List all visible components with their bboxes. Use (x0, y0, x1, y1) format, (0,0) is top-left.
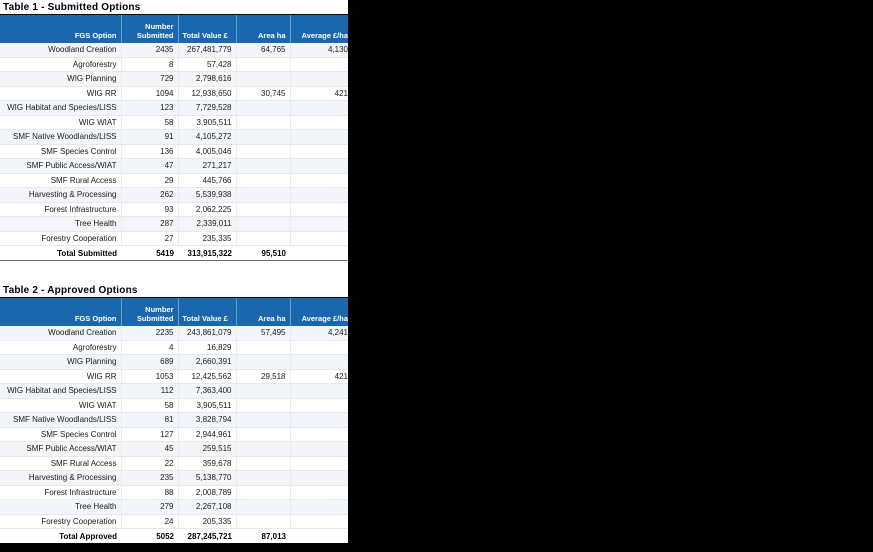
cell (290, 398, 348, 413)
cell: 91 (121, 130, 178, 145)
table-row (0, 217, 348, 232)
cell: WIG Planning (0, 72, 121, 87)
cell: 4,105,272 (178, 130, 236, 145)
cell (236, 72, 290, 87)
table-2-total (0, 529, 348, 545)
cell: 235 (121, 471, 178, 486)
cell: 259,515 (178, 442, 236, 457)
cell: 4,241 (290, 326, 348, 340)
cell: 5,138,770 (178, 471, 236, 486)
cell (236, 231, 290, 246)
cell: 3,905,511 (178, 398, 236, 413)
cell: 2235 (121, 326, 178, 340)
cell: 4,005,046 (178, 144, 236, 159)
cell: SMF Native Woodlands/LISS (0, 130, 121, 145)
cell (236, 159, 290, 174)
cell: Agroforestry (0, 340, 121, 355)
cell: 88 (121, 485, 178, 500)
total-cell: 313,915,322 (178, 246, 236, 261)
cell (290, 217, 348, 232)
cell: 57,428 (178, 57, 236, 72)
cell (290, 471, 348, 486)
table-row (0, 398, 348, 413)
table-row (0, 72, 348, 87)
cell: WIG WIAT (0, 115, 121, 130)
cell (236, 101, 290, 116)
cell (290, 413, 348, 428)
table-row (0, 86, 348, 101)
cell: 5,539,938 (178, 188, 236, 203)
cell: 22 (121, 456, 178, 471)
cell: 127 (121, 427, 178, 442)
cell: 729 (121, 72, 178, 87)
cell (290, 514, 348, 529)
cell (236, 144, 290, 159)
cell: 47 (121, 159, 178, 174)
cell (290, 485, 348, 500)
cell: 57,495 (236, 326, 290, 340)
column-header: Total Value £ (178, 15, 236, 44)
cell: 16,829 (178, 340, 236, 355)
cell: 7,363,400 (178, 384, 236, 399)
cell (236, 500, 290, 515)
cell: SMF Native Woodlands/LISS (0, 413, 121, 428)
cell: SMF Public Access/WIAT (0, 159, 121, 174)
cell: 2435 (121, 43, 178, 57)
cell: Tree Health (0, 500, 121, 515)
table-row (0, 173, 348, 188)
cell: Harvesting & Processing (0, 471, 121, 486)
cell (236, 57, 290, 72)
header-row (0, 298, 348, 327)
cell: 267,481,779 (178, 43, 236, 57)
cell: 8 (121, 57, 178, 72)
cell (236, 456, 290, 471)
table-row (0, 115, 348, 130)
cell: 12,425,562 (178, 369, 236, 384)
cell: 262 (121, 188, 178, 203)
cell (290, 202, 348, 217)
cell: WIG WIAT (0, 398, 121, 413)
table-row (0, 130, 348, 145)
cell: 2,798,616 (178, 72, 236, 87)
cell: 3,828,794 (178, 413, 236, 428)
cell: 112 (121, 384, 178, 399)
cell (290, 340, 348, 355)
cell (290, 384, 348, 399)
cell (290, 130, 348, 145)
column-header: Average £/ha (290, 298, 348, 327)
total-cell: 287,245,721 (178, 529, 236, 545)
cell: 235,335 (178, 231, 236, 246)
table-row (0, 456, 348, 471)
table-row (0, 485, 348, 500)
cell (236, 514, 290, 529)
cell: SMF Rural Access (0, 173, 121, 188)
cell (236, 188, 290, 203)
cell (290, 57, 348, 72)
cell: Tree Health (0, 217, 121, 232)
cell: 29,518 (236, 369, 290, 384)
cell: 445,766 (178, 173, 236, 188)
cell: 287 (121, 217, 178, 232)
table-row (0, 355, 348, 370)
table-row (0, 369, 348, 384)
cell (236, 130, 290, 145)
cell (236, 485, 290, 500)
cell: SMF Species Control (0, 144, 121, 159)
table-1-header (0, 15, 348, 44)
cell: Woodland Creation (0, 43, 121, 57)
cell (236, 115, 290, 130)
table-row (0, 57, 348, 72)
header-row (0, 15, 348, 44)
cell: 27 (121, 231, 178, 246)
table-2-header (0, 298, 348, 327)
cell (290, 231, 348, 246)
cell (236, 413, 290, 428)
clipped-region-bottom (0, 545, 873, 552)
cell: 421 (290, 369, 348, 384)
cell (236, 442, 290, 457)
total-cell: 95,510 (236, 246, 290, 261)
cell: Forestry Cooperation (0, 514, 121, 529)
column-header: Number Submitted (121, 15, 178, 44)
cell: 123 (121, 101, 178, 116)
cell: 205,335 (178, 514, 236, 529)
cell: 2,267,108 (178, 500, 236, 515)
cell: 29 (121, 173, 178, 188)
cell (236, 173, 290, 188)
total-cell: 5419 (121, 246, 178, 261)
table-row (0, 413, 348, 428)
table-2-body (0, 326, 348, 529)
cell: WIG RR (0, 86, 121, 101)
total-cell (290, 529, 348, 545)
cell: 24 (121, 514, 178, 529)
total-cell: Total Approved (0, 529, 121, 545)
cell: 2,062,225 (178, 202, 236, 217)
table-row (0, 340, 348, 355)
cell: 136 (121, 144, 178, 159)
table-1-title: Table 1 - Submitted Options (3, 2, 141, 13)
cell: Forest Infrastructure (0, 485, 121, 500)
cell: 58 (121, 398, 178, 413)
cell: 271,217 (178, 159, 236, 174)
table-1-total (0, 246, 348, 261)
cell: 2,944,961 (178, 427, 236, 442)
table-row (0, 442, 348, 457)
table-row (0, 231, 348, 246)
cell: 93 (121, 202, 178, 217)
cell: 279 (121, 500, 178, 515)
approved-options-section (0, 285, 348, 545)
cell (236, 217, 290, 232)
cell: WIG Habitat and Species/LISS (0, 384, 121, 399)
table-row (0, 202, 348, 217)
table-row (0, 43, 348, 57)
column-header: Average £/ha (290, 15, 348, 44)
column-header: FGS Option (0, 15, 121, 44)
cell (290, 72, 348, 87)
cell (290, 456, 348, 471)
cell: Woodland Creation (0, 326, 121, 340)
cell: 3,905,511 (178, 115, 236, 130)
cell (236, 202, 290, 217)
cell: Harvesting & Processing (0, 188, 121, 203)
cell (236, 471, 290, 486)
column-header: Area ha (236, 298, 290, 327)
cell (236, 340, 290, 355)
table-row (0, 326, 348, 340)
cell: 1053 (121, 369, 178, 384)
cell: Forest Infrastructure (0, 202, 121, 217)
cell (290, 500, 348, 515)
cell: 81 (121, 413, 178, 428)
submitted-options-section (0, 2, 348, 261)
total-cell: Total Submitted (0, 246, 121, 261)
cell: 1094 (121, 86, 178, 101)
table-row (0, 427, 348, 442)
cell (290, 355, 348, 370)
cell: SMF Rural Access (0, 456, 121, 471)
cell (290, 442, 348, 457)
cell (236, 384, 290, 399)
cell: 12,938,650 (178, 86, 236, 101)
cell (236, 355, 290, 370)
cell: 689 (121, 355, 178, 370)
table-row (0, 101, 348, 116)
cell: SMF Public Access/WIAT (0, 442, 121, 457)
cell: WIG Habitat and Species/LISS (0, 101, 121, 116)
cell: WIG RR (0, 369, 121, 384)
cell: 359,678 (178, 456, 236, 471)
cell (290, 101, 348, 116)
table-2-title: Table 2 - Approved Options (3, 285, 138, 296)
cell: 243,861,079 (178, 326, 236, 340)
total-cell: 5052 (121, 529, 178, 545)
cell (290, 173, 348, 188)
column-header: Total Value £ (178, 298, 236, 327)
column-header: FGS Option (0, 298, 121, 327)
cell: Agroforestry (0, 57, 121, 72)
total-row (0, 529, 348, 545)
report-sheet (0, 0, 348, 545)
table-1-body (0, 43, 348, 246)
cell: 2,339,011 (178, 217, 236, 232)
cell: Forestry Cooperation (0, 231, 121, 246)
cell (290, 188, 348, 203)
approved-options-table (0, 297, 348, 545)
table-row (0, 500, 348, 515)
cell (290, 159, 348, 174)
total-cell: 87,013 (236, 529, 290, 545)
cell: 45 (121, 442, 178, 457)
cell: 421 (290, 86, 348, 101)
cell (290, 427, 348, 442)
cell: 30,745 (236, 86, 290, 101)
cell (290, 144, 348, 159)
column-header: Area ha (236, 15, 290, 44)
cell: 58 (121, 115, 178, 130)
cell (290, 115, 348, 130)
total-cell (290, 246, 348, 261)
table-row (0, 144, 348, 159)
cell (236, 398, 290, 413)
table-row (0, 159, 348, 174)
cell (236, 427, 290, 442)
cell: 4,130 (290, 43, 348, 57)
cell: 4 (121, 340, 178, 355)
cell: 64,765 (236, 43, 290, 57)
cell: WIG Planning (0, 355, 121, 370)
column-header: Number Submitted (121, 298, 178, 327)
cell: 2,008,789 (178, 485, 236, 500)
cell: 2,660,391 (178, 355, 236, 370)
table-row (0, 188, 348, 203)
table-row (0, 471, 348, 486)
table-row (0, 514, 348, 529)
table-row (0, 384, 348, 399)
cell: SMF Species Control (0, 427, 121, 442)
submitted-options-table (0, 14, 348, 261)
cell: 7,729,528 (178, 101, 236, 116)
total-row (0, 246, 348, 261)
clipped-region-right (348, 0, 873, 552)
